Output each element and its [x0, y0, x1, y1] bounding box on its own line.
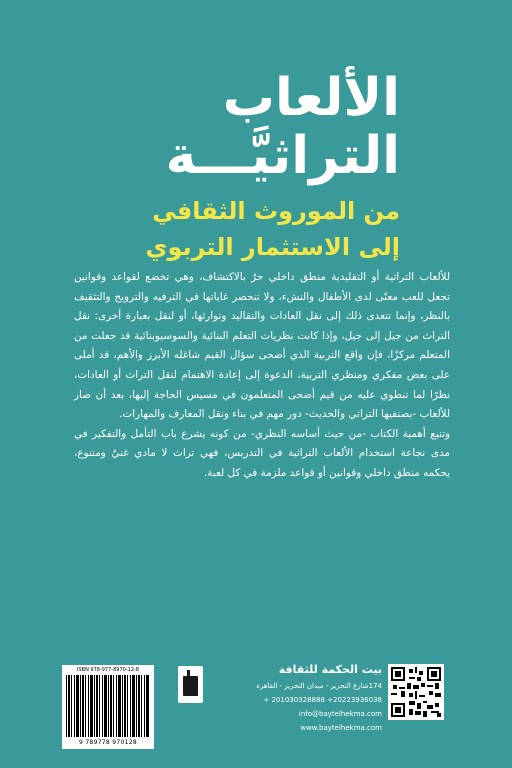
qr-code-icon	[388, 664, 444, 720]
logo-inner	[183, 676, 198, 696]
publisher-name: بيت الحكمة للثقافة	[278, 663, 382, 676]
publisher-address: 174شارع التحرير - ميدان التحرير - القاهرة	[256, 682, 382, 690]
publisher-logo-icon	[178, 666, 203, 703]
blurb-paragraph-2: وتنبع أهمية الكتاب -من حيث أساسه النظري- من كونه يشرع باب التأمل والتفكير في مدى نجاعة استخدام الألعاب التراثية في التدريس، فهي تراث لا مادي غنيٌ ومتنوع، يحكمه منطق داخلي وقوانين أو قواعد ملزمة في كل لعبة.	[74, 427, 450, 479]
book-subtitle-line-2: إلى الاستثمار التربوي	[145, 233, 400, 261]
book-title-line-2: التراثيَّـــة	[165, 126, 400, 186]
book-subtitle-line-1: من الموروث الثقافي	[152, 197, 400, 225]
back-cover-blurb	[74, 268, 450, 484]
book-title-line-1: الألعاب	[222, 68, 400, 128]
publisher-phone: + 201030328888 +20223936038	[263, 696, 382, 704]
publisher-website: www.baytelhekma.com	[300, 724, 382, 732]
blurb-paragraph-1: للألعاب التراثية أو التقليدية منطق داخلي حرٌ بالاكتشاف، وهي تخضع لقواعد وقوانين تجعل للعب معنًى لدى الأطفال والنشء، ولا تنحصر غاياتها في الترفيه والترويح والتثقيف بالنظر، وإنما تتعدى ذلك إلى نقل العادات والتقاليد وتوارثها، أو لنقل بعبارة أخرى: نقل التراث من جيل إلى جيل، وإذا كانت نظريات التعلم البنائية والسوسيوبنائية قد جعلت من المتعلم مركزًا، فإن واقع التربية الذي أضحى سؤال القيم شاغله الأبرز والأهم، قد أملى على بعض مفكري ومنظري التربية، الدعوة إلى إعادة الاهتمام لنقل التراث أو العادات، نظرًا لما تنطوي عليه من قيم أضحى المتعلمون في مسيس الحاجة إليها، بعد أن صار للألعاب -بصنفيها التراثي والحديث- دور مهم في بناء ونقل المعارف والمهارات.	[74, 271, 450, 421]
qr-code-graphic	[391, 667, 441, 717]
isbn-bottom-text: 9 789778 970128	[79, 739, 137, 746]
isbn-barcode	[62, 665, 154, 749]
barcode-bars	[66, 675, 150, 737]
publisher-email: info@baytelhekma.com	[298, 710, 382, 718]
isbn-top-text: ISBN 978-977-8970-12-8	[77, 667, 139, 673]
